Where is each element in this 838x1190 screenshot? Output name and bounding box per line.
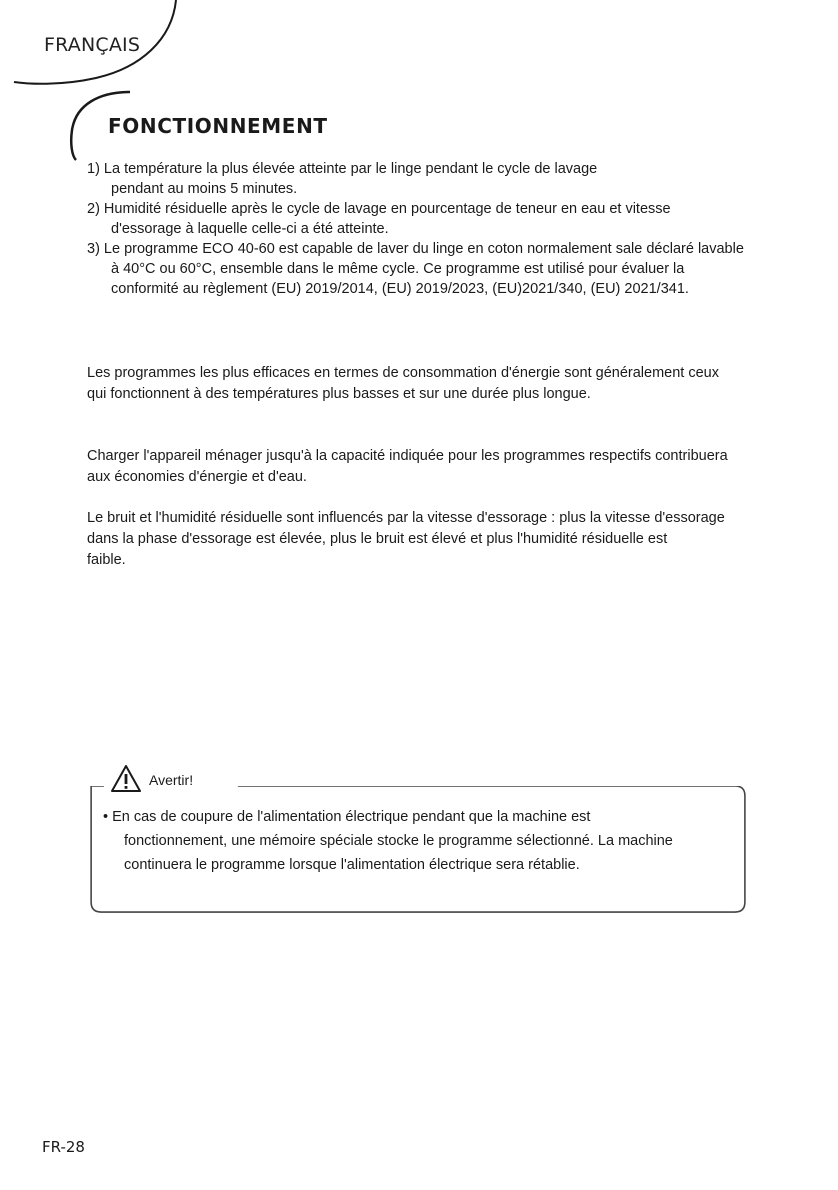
note-line: 3) Le programme ECO 40-60 est capable de laver du linge en coton normalement sale déclaré lavable (87, 241, 744, 257)
paragraph-line: faible. (87, 552, 126, 568)
note-item (87, 159, 787, 199)
paragraph-line: Charger l'appareil ménager jusqu'à la capacité indiquée pour les programmes respectifs contribuera (87, 448, 728, 464)
section-title: FONCTIONNEMENT (108, 114, 328, 138)
paragraph-line: aux économies d'énergie et d'eau. (87, 469, 307, 485)
paragraph-load-capacity (87, 446, 757, 488)
note-continuation: d'essorage à laquelle celle-ci a été atteinte. (111, 221, 389, 237)
warning-title: Avertir! (149, 772, 194, 788)
note-item (87, 239, 787, 299)
notes-list (87, 159, 787, 299)
page-number: FR-28 (42, 1138, 85, 1156)
warning-line: • En cas de coupure de l'alimentation électrique pendant que la machine est (103, 809, 591, 825)
note-continuation: à 40°C ou 60°C, ensemble dans le même cycle. Ce programme est utilisé pour évaluer la (111, 261, 685, 277)
warning-line: fonctionnement, une mémoire spéciale stocke le programme sélectionné. La machine (124, 833, 673, 849)
warning-text (103, 805, 703, 877)
note-continuation: pendant au moins 5 minutes. (111, 181, 298, 197)
paragraph-line: dans la phase d'essorage est élevée, plus le bruit est élevé et plus l'humidité résiduelle est (87, 531, 668, 547)
paragraph-energy-efficiency (87, 363, 757, 405)
note-line: 1) La température la plus élevée atteinte par le linge pendant le cycle de lavage (87, 161, 598, 177)
note-line: 2) Humidité résiduelle après le cycle de lavage en pourcentage de teneur en eau et vitesse (87, 201, 671, 217)
paragraph-line: qui fonctionnent à des températures plus basses et sur une durée plus longue. (87, 386, 591, 402)
note-continuation: conformité au règlement (EU) 2019/2014, (EU) 2019/2023, (EU)2021/340, (EU) 2021/341. (111, 281, 689, 297)
warning-line: continuera le programme lorsque l'alimentation électrique sera rétablie. (124, 857, 580, 873)
warning-triangle-icon (110, 764, 142, 794)
paragraph-line: Les programmes les plus efficaces en termes de consommation d'énergie sont généralement ceux (87, 365, 719, 381)
note-item (87, 199, 787, 239)
paragraph-line: Le bruit et l'humidité résiduelle sont influencés par la vitesse d'essorage : plus la vitesse d'essorage (87, 510, 725, 526)
paragraph-noise-humidity (87, 508, 767, 571)
language-label: FRANÇAIS (44, 34, 141, 56)
